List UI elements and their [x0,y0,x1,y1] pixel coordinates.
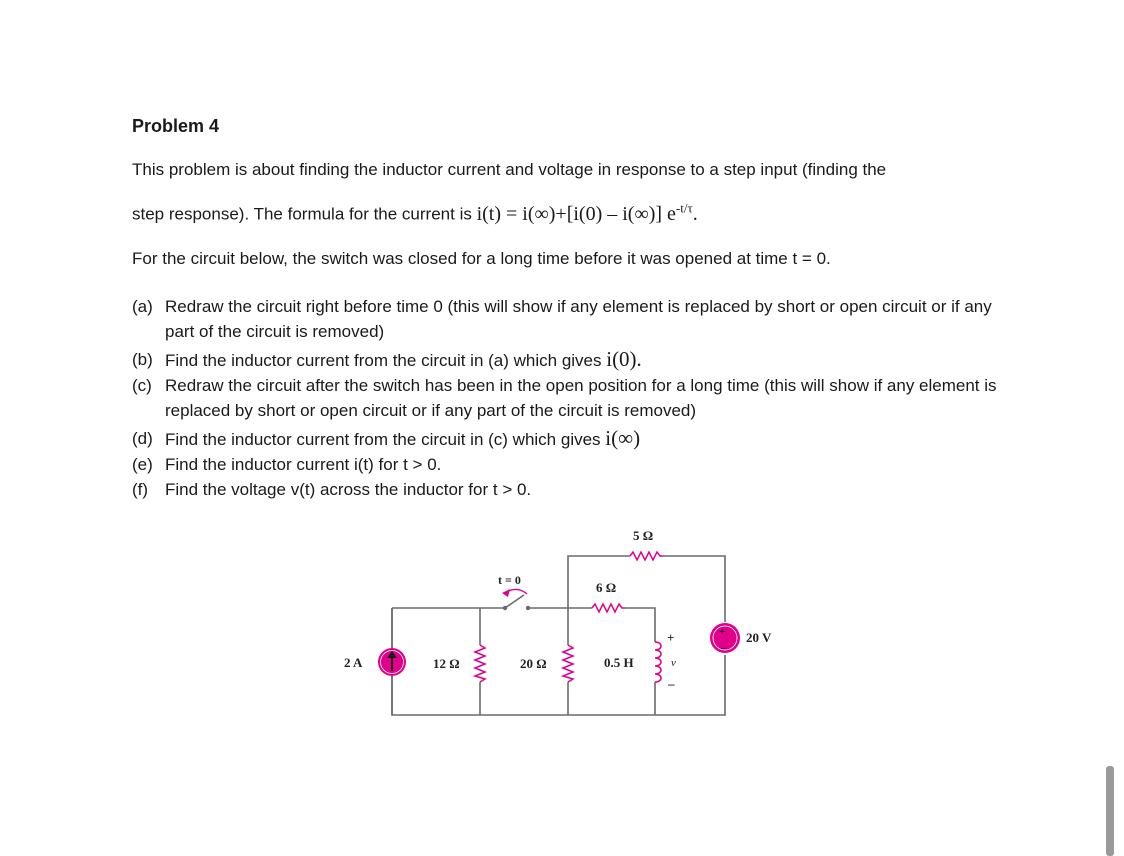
current-formula [476,200,698,225]
inductor-voltage-label: v [671,657,676,669]
formula-exponent: -t/τ [675,200,693,215]
intro-line-2 [132,197,698,226]
inductor-plus: + [667,630,675,645]
question-text: Find the inductor current from the circuit in (c) which gives [165,430,606,449]
switch [498,573,530,610]
formula-end: . [692,202,698,225]
question-math: i(∞) [605,426,641,450]
question-item-d [132,426,1012,452]
question-label: (c) [132,376,152,395]
r5-wire-right [663,556,725,622]
question-text: Find the inductor current i(t) for t > 0. [165,455,442,474]
voltage-source-plus: + [719,626,726,638]
r6-wire-right [625,608,655,642]
resistor-12 [433,645,485,682]
setup-text: For the circuit below, the switch was closed for a long time before it was opened at time t = 0. [132,249,831,268]
question-label: (a) [132,297,153,316]
intro-line-1: This problem is about finding the inductor current and voltage in response to a step input (finding the [132,160,887,179]
question-text: Redraw the circuit right before time 0 (this will show if any element is replaced by short or open circuit or if any part of the circuit is removed) [165,297,992,341]
question-text: Redraw the circuit after the switch has been in the open position for a long time (this will show if any element is replaced by short or open circuit or if any part of the circuit is removed) [165,376,997,420]
inductor-label: 0.5 H [604,655,634,670]
question-label: (f) [132,480,149,499]
vertical-scrollbar[interactable] [1106,766,1114,856]
question-item-f [132,477,1012,502]
inductor [604,630,676,691]
voltage-source [710,623,772,654]
circuit-diagram [330,520,800,725]
question-item-a [132,294,1012,344]
question-item-e [132,452,1012,477]
question-list [132,294,1012,502]
question-text: Find the voltage v(t) across the inductor for t > 0. [165,480,532,499]
voltage-source-minus: – [721,642,727,654]
current-source-label: 2 A [344,655,363,670]
intro-line-2-text: step response). The formula for the current is [132,204,477,224]
inductor-minus: – [668,676,675,691]
r12-label: 12 Ω [433,656,460,671]
switch-label: t = 0 [498,573,521,587]
question-label: (e) [132,455,153,474]
question-math: i(0). [606,347,642,371]
problem-title: Problem 4 [132,116,220,136]
question-item-c [132,373,1012,423]
current-source [344,648,406,676]
question-text: Find the inductor current from the circuit in (a) which gives [165,351,607,370]
resistor-20 [520,645,573,682]
voltage-source-label: 20 V [746,630,772,645]
r6-label: 6 Ω [596,580,617,595]
resistor-5 [630,528,663,560]
resistor-6 [592,580,625,612]
question-item-b [132,347,1012,373]
question-label: (b) [132,350,153,369]
formula-body: i(t) = i(∞)+[i(0) – i(∞)] e [476,202,676,225]
r5-label: 5 Ω [633,528,654,543]
question-label: (d) [132,429,153,448]
circuit-wires [392,556,725,715]
r20-label: 20 Ω [520,656,547,671]
